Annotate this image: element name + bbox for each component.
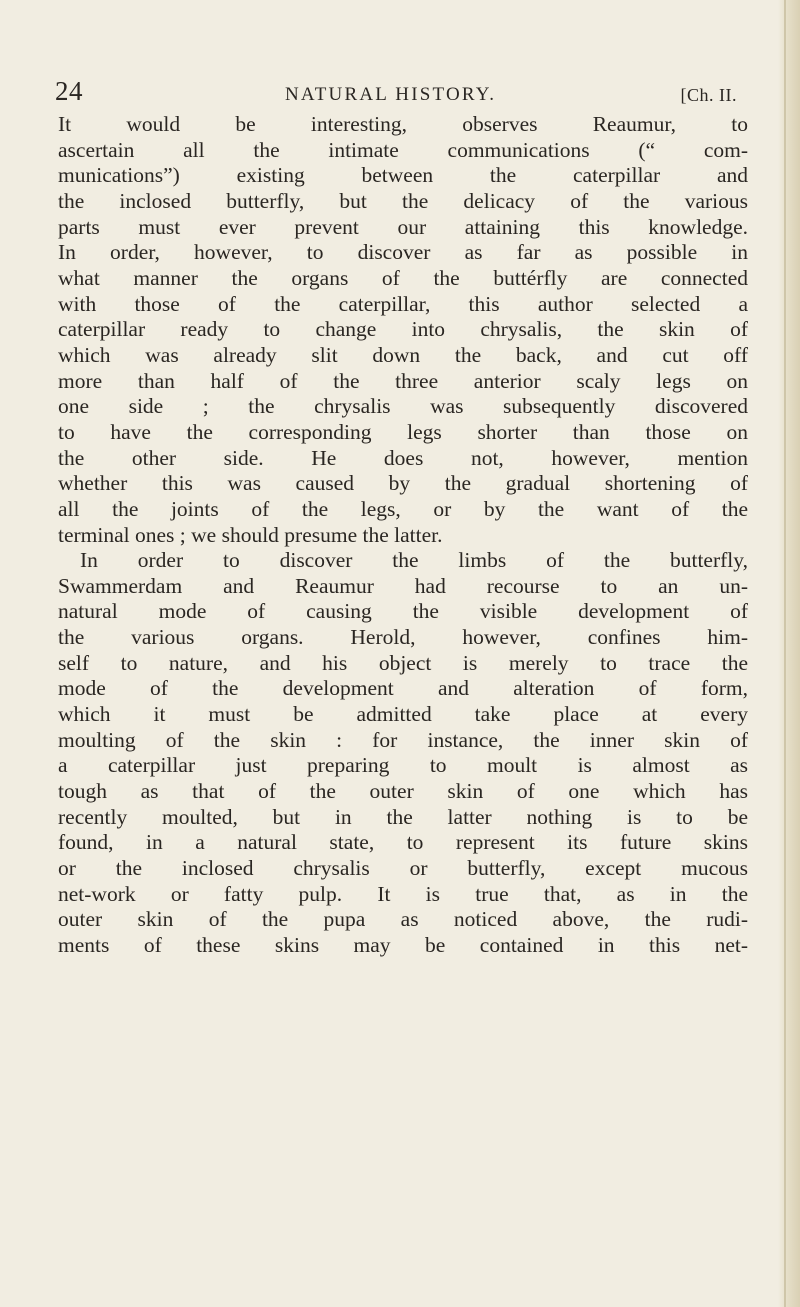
text-line: net-work or fatty pulp. It is true that, as in the: [58, 881, 748, 906]
text-line: which it must be admitted take place at every: [58, 702, 748, 727]
page-edge-line: [784, 0, 786, 1307]
page-edge-shadow: [778, 0, 800, 1307]
text-line: what manner the organs of the buttérfly are connected: [58, 265, 748, 290]
text-line: or the inclosed chrysalis or butterfly, except mucous: [58, 856, 748, 881]
text-line: ascertain all the intimate communications (“ com-: [58, 137, 748, 162]
chapter-reference: [Ch. II.: [680, 85, 737, 105]
text-line: munications”) existing between the caterpillar and: [58, 163, 748, 188]
text-line: to have the corresponding legs shorter than those on: [58, 419, 748, 444]
paragraph: [58, 112, 748, 548]
text-line: the other side. He does not, however, mention: [58, 445, 748, 470]
text-line: self to nature, and his object is merely to trace the: [58, 650, 748, 675]
text-line: which was already slit down the back, and cut off: [58, 342, 748, 367]
text-line: Swammerdam and Reaumur had recourse to an un-: [58, 573, 748, 598]
text-line: more than half of the three anterior scaly legs on: [58, 368, 748, 393]
text-line: the inclosed butterfly, but the delicacy of the various: [58, 188, 748, 213]
text-line: found, in a natural state, to represent its future skins: [58, 830, 748, 855]
text-line: terminal ones ; we should presume the latter.: [58, 522, 443, 547]
text-line: all the joints of the legs, or by the want of the: [58, 496, 748, 521]
text-line: a caterpillar just preparing to moult is almost as: [58, 753, 748, 778]
text-line: outer skin of the pupa as noticed above, the rudi-: [58, 907, 748, 932]
body-text: [58, 112, 748, 959]
text-line: ments of these skins may be contained in this net-: [58, 933, 748, 957]
text-line: natural mode of causing the visible development of: [58, 599, 748, 624]
text-line: mode of the development and alteration of form,: [58, 676, 748, 701]
page-number: 24: [55, 76, 83, 106]
text-line: whether this was caused by the gradual shortening of: [58, 471, 748, 496]
text-line: with those of the caterpillar, this author selected a: [58, 291, 748, 316]
running-title: NATURAL HISTORY.: [285, 84, 497, 105]
text-line: moulting of the skin : for instance, the inner skin of: [58, 727, 748, 752]
text-line: In order, however, to discover as far as possible in: [58, 240, 748, 265]
page-header: [55, 76, 745, 106]
text-line: tough as that of the outer skin of one which has: [58, 779, 748, 804]
text-line: In order to discover the limbs of the butterfly,: [80, 548, 748, 573]
text-line: the various organs. Herold, however, confines him-: [58, 625, 748, 650]
paragraph: [58, 548, 748, 959]
text-line: recently moulted, but in the latter nothing is to be: [58, 804, 748, 829]
text-line: caterpillar ready to change into chrysalis, the skin of: [58, 317, 748, 342]
text-line: parts must ever prevent our attaining this knowledge.: [58, 214, 748, 239]
text-line: It would be interesting, observes Reaumur, to: [58, 112, 748, 136]
text-line: one side ; the chrysalis was subsequently discovered: [58, 394, 748, 419]
